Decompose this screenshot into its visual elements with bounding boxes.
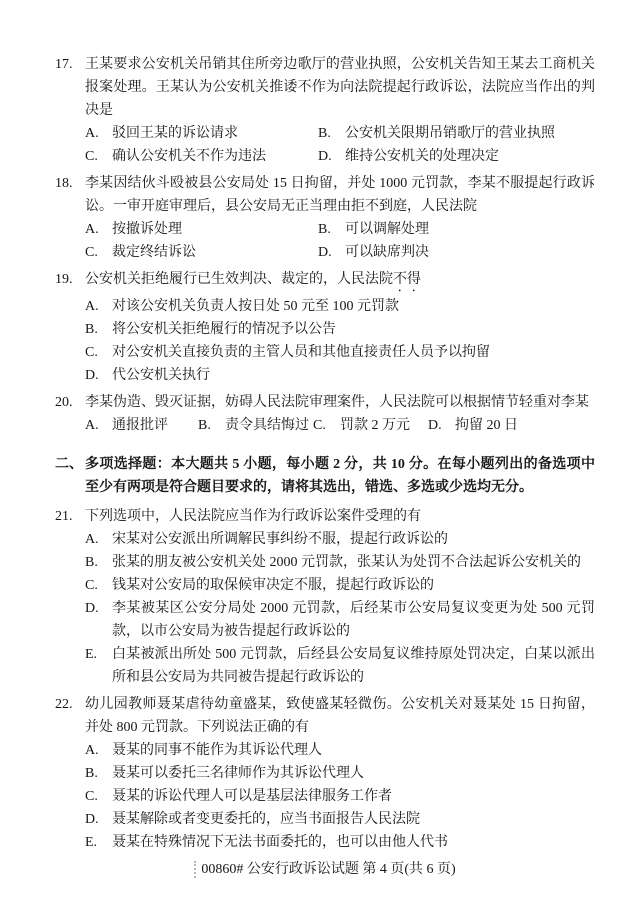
option-text: 罚款 2 万元	[340, 418, 410, 433]
question-21-option-d	[85, 597, 595, 643]
option-label: A.	[85, 299, 99, 314]
question-19-option-c	[85, 341, 595, 364]
question-17	[55, 53, 595, 168]
option-text: 聂某的诉讼代理人可以是基层法律服务工作者	[112, 789, 392, 804]
question-21-options	[85, 528, 595, 689]
option-text: 对该公安机关负责人按日处 50 元至 100 元罚款	[112, 299, 399, 314]
question-20-options	[85, 414, 595, 437]
question-20	[55, 391, 595, 437]
option-label: D.	[85, 812, 99, 827]
option-label: A.	[85, 743, 99, 758]
question-18-option-c	[85, 241, 318, 264]
page-footer-text: 00860# 公安行政诉讼试题 第 4 页(共 6 页)	[201, 862, 456, 877]
option-text: 通报批评	[112, 418, 168, 433]
stem-text: 公安机关拒绝履行已生效判决、裁定的，人民法院	[85, 272, 393, 287]
question-19	[55, 268, 595, 387]
section-2-header	[55, 453, 595, 499]
question-22-option-b	[85, 762, 595, 785]
question-18-number: 18.	[55, 176, 73, 191]
question-22-option-c	[85, 785, 595, 808]
question-22-number: 22.	[55, 697, 73, 712]
option-label: C.	[313, 418, 326, 433]
option-label: B.	[198, 418, 211, 433]
option-text: 钱某对公安局的取保候审决定不服，提起行政诉讼的	[112, 578, 434, 593]
option-label: A.	[85, 532, 99, 547]
question-21-option-e	[85, 643, 595, 689]
option-text: 代公安机关执行	[112, 368, 210, 383]
option-label: E.	[85, 647, 98, 662]
question-17-stem: 王某要求公安机关吊销其住所旁边歌厅的营业执照，公安机关告知王某去工商机关报案处理。王某认为公安机关推诿不作为向法院提起行政诉讼，法院应当作出的判决是	[85, 57, 595, 118]
question-18-body	[85, 172, 595, 264]
question-19-stem	[85, 268, 595, 295]
question-19-option-a	[85, 295, 595, 318]
question-19-options	[85, 295, 595, 387]
option-text: 聂某的同事不能作为其诉讼代理人	[112, 743, 322, 758]
option-text: 维持公安机关的处理决定	[345, 149, 499, 164]
option-label: B.	[318, 126, 331, 141]
option-text: 宋某对公安派出所调解民事纠纷不服，提起行政诉讼的	[112, 532, 448, 547]
option-text: 可以调解处理	[345, 222, 429, 237]
question-17-option-d	[318, 145, 595, 168]
page-footer	[55, 858, 595, 881]
option-label: C.	[85, 149, 98, 164]
question-22-options	[85, 739, 595, 854]
option-text: 将公安机关拒绝履行的情况予以公告	[112, 322, 336, 337]
stem-emphasized-text: 不得	[393, 272, 421, 287]
question-17-number: 17.	[55, 57, 73, 72]
option-label: C.	[85, 245, 98, 260]
option-text: 责令具结悔过	[225, 418, 309, 433]
question-19-number: 19.	[55, 272, 73, 287]
question-18-options	[85, 218, 595, 264]
question-21-number: 21.	[55, 509, 73, 524]
question-22-option-a	[85, 739, 595, 762]
question-18-stem: 李某因结伙斗殴被县公安局处 15 日拘留，并处 1000 元罚款，李某不服提起行政诉讼。一审开庭审理后，县公安局无正当理由拒不到庭，人民法院	[85, 176, 595, 214]
option-label: B.	[318, 222, 331, 237]
question-17-body	[85, 53, 595, 168]
option-text: 张某的朋友被公安机关处 2000 元罚款，张某认为处罚不合法起诉公安机关的	[112, 555, 581, 570]
option-text: 公安机关限期吊销歌厅的营业执照	[345, 126, 555, 141]
option-label: C.	[85, 789, 98, 804]
question-20-option-a	[85, 414, 198, 437]
question-21-option-c	[85, 574, 595, 597]
question-17-options	[85, 122, 595, 168]
option-text: 拘留 20 日	[455, 418, 518, 433]
option-label: B.	[85, 766, 98, 781]
question-18-option-b	[318, 218, 595, 241]
question-17-option-a	[85, 122, 318, 145]
question-17-option-b	[318, 122, 595, 145]
option-label: C.	[85, 345, 98, 360]
question-19-body	[85, 268, 595, 387]
question-21-body	[85, 505, 595, 689]
question-20-stem: 李某伪造、毁灭证据，妨碍人民法院审理案件，人民法院可以根据情节轻重对李某	[85, 395, 589, 410]
option-text: 裁定终结诉讼	[112, 245, 196, 260]
option-label: E.	[85, 835, 98, 850]
question-17-option-c	[85, 145, 318, 168]
option-text: 聂某可以委托三名律师作为其诉讼代理人	[112, 766, 364, 781]
question-22-option-e	[85, 831, 595, 854]
option-label: D.	[85, 601, 99, 616]
option-text: 确认公安机关不作为违法	[112, 149, 266, 164]
option-label: D.	[318, 245, 332, 260]
option-text: 白某被派出所处 500 元罚款，后经县公安局复议维持原处罚决定，白某以派出所和县公安局为共同被告提起行政诉讼的	[112, 647, 595, 685]
question-22-option-d	[85, 808, 595, 831]
question-21-option-a	[85, 528, 595, 551]
question-21-option-b	[85, 551, 595, 574]
question-21-stem: 下列选项中，人民法院应当作为行政诉讼案件受理的有	[85, 509, 421, 524]
option-text: 可以缺席判决	[345, 245, 429, 260]
option-label: B.	[85, 555, 98, 570]
question-20-option-c	[313, 414, 428, 437]
option-label: A.	[85, 126, 99, 141]
option-label: D.	[318, 149, 332, 164]
option-label: C.	[85, 578, 98, 593]
option-label: A.	[85, 222, 99, 237]
option-text: 聂某在特殊情况下无法书面委托的，也可以由他人代书	[112, 835, 448, 850]
option-label: B.	[85, 322, 98, 337]
option-label: D.	[85, 368, 99, 383]
option-text: 按撤诉处理	[112, 222, 182, 237]
option-text: 聂某解除或者变更委托的，应当书面报告人民法院	[112, 812, 420, 827]
option-text: 驳回王某的诉讼请求	[112, 126, 238, 141]
question-19-option-d	[85, 364, 595, 387]
option-text: 李某被某区公安分局处 2000 元罚款，后经某市公安局复议变更为处 500 元罚款，以市公安局为被告提起行政诉讼的	[112, 601, 595, 639]
question-22	[55, 693, 595, 854]
option-label: D.	[428, 418, 442, 433]
question-18	[55, 172, 595, 264]
question-20-number: 20.	[55, 395, 73, 410]
question-18-option-d	[318, 241, 595, 264]
question-20-body	[85, 391, 595, 437]
question-20-option-b	[198, 414, 313, 437]
question-19-option-b	[85, 318, 595, 341]
option-text: 对公安机关直接负责的主管人员和其他直接责任人员予以拘留	[112, 345, 490, 360]
question-22-body	[85, 693, 595, 854]
question-22-stem: 幼儿园教师聂某虐待幼童盛某，致使盛某轻微伤。公安机关对聂某处 15 日拘留，并处 800 元罚款。下列说法正确的有	[85, 697, 595, 735]
question-20-option-d	[428, 414, 595, 437]
section-2-label: 二、	[55, 457, 83, 472]
scan-artifact-dotted-line	[194, 861, 196, 878]
option-label: A.	[85, 418, 99, 433]
section-2-instructions: 多项选择题：本大题共 5 小题，每小题 2 分，共 10 分。在每小题列出的备选项中至少有两项是符合题目要求的，请将其选出，错选、多选或少选均无分。	[85, 457, 595, 495]
question-18-option-a	[85, 218, 318, 241]
question-21	[55, 505, 595, 689]
